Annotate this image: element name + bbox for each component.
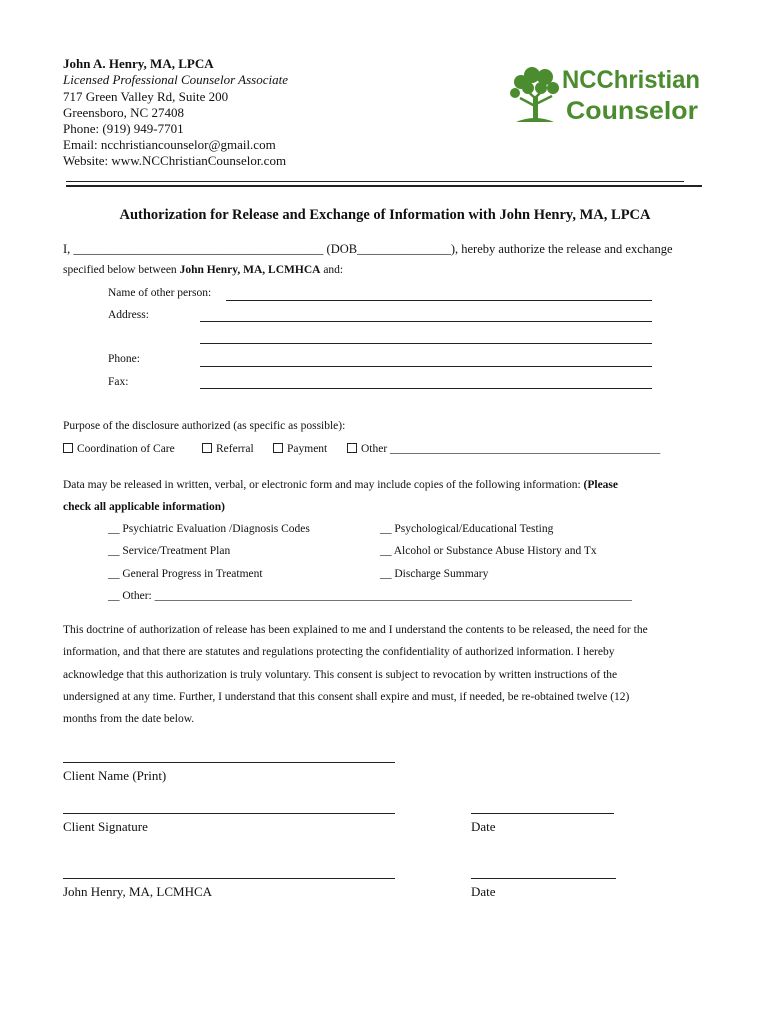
logo-line-1: NCChristian [562,66,700,94]
phone-text: Phone: (919) 949-7701 [63,121,184,136]
phone-field[interactable] [200,366,652,367]
header-rule-thin [66,181,684,182]
address-field-2[interactable] [200,343,652,344]
intro-line-1: I, ________________________________________ (DOB_______________), hereby authorize the release and exchange [63,242,673,256]
client-signature-label: Client Signature [63,819,148,834]
purpose-option-other[interactable] [347,443,660,455]
client-signature-field[interactable] [63,813,395,814]
info-item-progress[interactable]: __ General Progress in Treatment [108,568,263,580]
logo-line-2: Counselor [566,97,699,125]
option-label: Referral [216,443,254,455]
option-label: Other _______________________________________________ [361,443,661,455]
address-line-2: Greensboro, NC 27408 [63,105,184,120]
name-of-other-person-label: Name of other person: [108,287,212,299]
address-field-1[interactable] [200,321,652,322]
intro-prefix: specified below between [63,264,180,276]
phone-label: Phone: [108,353,140,365]
info-item-substance[interactable]: __ Alcohol or Substance Abuse History and Tx [380,545,597,557]
purpose-label: Purpose of the disclosure authorized (as specific as possible): [63,420,346,432]
data-release-text [63,479,618,491]
client-name-label: Client Name (Print) [63,768,167,783]
client-name-field[interactable] [63,762,395,763]
doctrine-line: This doctrine of authorization of release has been explained to me and I understand the contents to be released, the need for the [63,624,648,636]
checkbox[interactable] [63,443,73,453]
info-item-service-plan[interactable]: __ Service/Treatment Plan [108,545,231,557]
counselor-signature-field[interactable] [63,878,395,879]
website-text: Website: www.NCChristianCounselor.com [63,153,287,168]
doctrine-line: undersigned at any time. Further, I understand that this consent shall expire and must, if needed, be re-obtained twelve (12) [63,691,630,703]
nc-christian-counselor-logo [506,58,702,128]
doctrine-line: information, and that there are statutes and regulations protecting the confidentiality of authorized information. I hereby [63,646,615,658]
data-release-body: Data may be released in written, verbal, or electronic form and may include copies of the following information: [63,479,584,491]
option-label: Payment [287,443,328,455]
purpose-option-coordination[interactable] [63,443,175,455]
checkbox[interactable] [347,443,357,453]
info-item-psychological[interactable]: __ Psychological/Educational Testing [380,523,554,535]
name-of-other-person-field[interactable] [226,300,652,301]
counselor-role: Licensed Professional Counselor Associate [63,72,288,87]
counselor-name: John A. Henry, MA, LPCA [63,56,214,71]
date-label-1: Date [471,819,496,834]
info-item-other[interactable]: __ Other: ___________________________________________________________________________________ [108,590,632,602]
info-item-psychiatric[interactable]: __ Psychiatric Evaluation /Diagnosis Codes [108,523,310,535]
fax-field[interactable] [200,388,652,389]
address-line-1: 717 Green Valley Rd, Suite 200 [63,89,229,104]
fax-label: Fax: [108,376,129,388]
address-label: Address: [108,309,149,321]
tree-icon [510,67,559,122]
email-text: Email: ncchristiancounselor@gmail.com [63,137,276,152]
doctrine-line: acknowledge that this authorization is truly voluntary. This consent is subject to revocation by written instructions of the [63,669,618,681]
date-field-2[interactable] [471,878,616,879]
intro-bold-name: John Henry, MA, LCMHCA [179,264,321,276]
data-release-bold-1: (Please [583,479,618,491]
date-label-2: Date [471,884,496,899]
purpose-option-payment[interactable] [273,443,327,455]
form-title: Authorization for Release and Exchange of Information with John Henry, MA, LPCA [119,207,651,223]
header-rule-thick [66,185,702,187]
info-item-discharge[interactable]: __ Discharge Summary [380,568,489,580]
date-field-1[interactable] [471,813,614,814]
option-label: Coordination of Care [77,443,175,455]
intro-line-2 [63,264,343,276]
checkbox[interactable] [202,443,212,453]
doctrine-line: months from the date below. [63,713,195,725]
purpose-option-referral[interactable] [202,443,254,455]
data-release-bold-2: check all applicable information) [63,501,225,513]
checkbox[interactable] [273,443,283,453]
intro-suffix: and: [320,264,344,276]
counselor-signature-label: John Henry, MA, LCMHCA [63,884,213,899]
